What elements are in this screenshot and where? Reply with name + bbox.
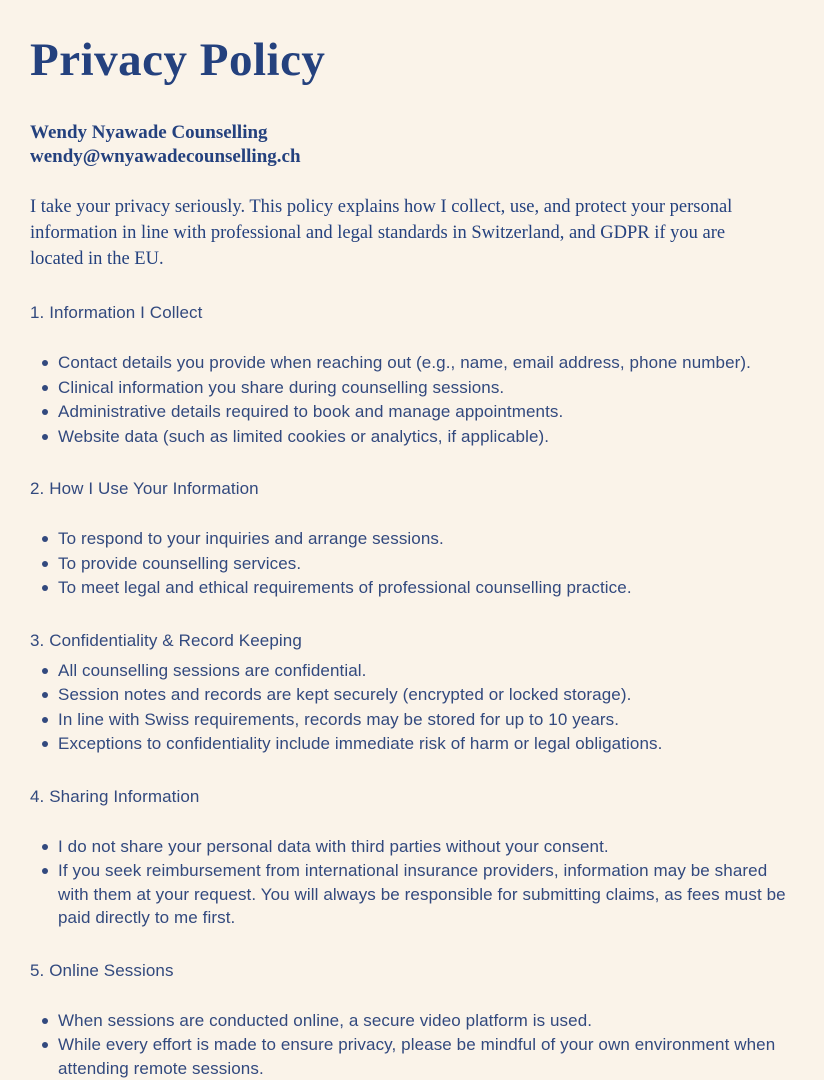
bullet-item: Session notes and records are kept securely (encrypted or locked storage). [30, 683, 792, 707]
bullet-item: Exceptions to confidentiality include immediate risk of harm or legal obligations. [30, 732, 792, 756]
bullet-list [30, 1009, 792, 1080]
bullet-item: If you seek reimbursement from international insurance providers, information may be shared with them at your request. You will always be responsible for submitting claims, as fees must be paid directly to me first. [30, 859, 792, 930]
section-heading: 3. Confidentiality & Record Keeping [30, 630, 302, 650]
policy-sections [30, 302, 792, 1080]
section-heading: 2. How I Use Your Information [30, 479, 259, 499]
policy-section [30, 302, 792, 448]
bullet-list [30, 527, 792, 600]
section-heading: 5. Online Sessions [30, 960, 174, 980]
bullet-item: When sessions are conducted online, a secure video platform is used. [30, 1009, 792, 1033]
bullet-item: I do not share your personal data with third parties without your consent. [30, 835, 792, 859]
bullet-item: In line with Swiss requirements, records may be stored for up to 10 years. [30, 708, 792, 732]
section-heading: 1. Information I Collect [30, 303, 203, 323]
bullet-item: Administrative details required to book and manage appointments. [30, 400, 792, 424]
intro-paragraph: I take your privacy seriously. This policy explains how I collect, use, and protect your personal information in line with professional and legal standards in Switzerland, and GDPR if you are located in the EU. [30, 197, 733, 270]
business-name: Wendy Nyawade Counselling [30, 122, 268, 144]
bullet-list [30, 835, 792, 930]
bullet-item: Clinical information you share during counselling sessions. [30, 376, 792, 400]
policy-section [30, 630, 792, 756]
policy-section [30, 478, 792, 600]
page-title: Privacy Policy [30, 34, 326, 86]
policy-section [30, 960, 792, 1080]
policy-section [30, 786, 792, 930]
bullet-item: To provide counselling services. [30, 552, 792, 576]
contact-block [30, 121, 792, 169]
bullet-item: Website data (such as limited cookies or analytics, if applicable). [30, 425, 792, 449]
bullet-item: To meet legal and ethical requirements of professional counselling practice. [30, 576, 792, 600]
bullet-item: Contact details you provide when reaching out (e.g., name, email address, phone number). [30, 351, 792, 375]
bullet-item: To respond to your inquiries and arrange sessions. [30, 527, 792, 551]
bullet-list [30, 351, 792, 448]
contact-email: wendy@wnyawadecounselling.ch [30, 146, 301, 168]
section-heading: 4. Sharing Information [30, 786, 200, 806]
bullet-item: All counselling sessions are confidential. [30, 659, 792, 683]
bullet-list [30, 659, 792, 756]
bullet-item: While every effort is made to ensure privacy, please be mindful of your own environment when attending remote sessions. [30, 1033, 792, 1080]
